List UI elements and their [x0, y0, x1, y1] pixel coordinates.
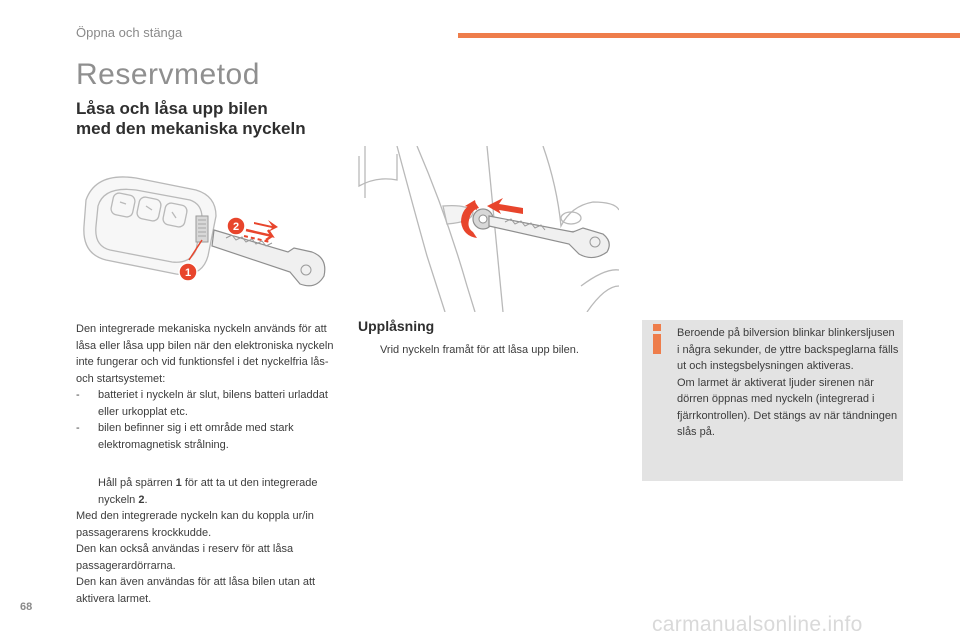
section-title: Öppna och stänga: [76, 25, 183, 40]
unlock-step: [358, 342, 628, 359]
instruction-block: [76, 475, 338, 607]
header-accent-bar: [458, 33, 960, 38]
intro-bullet: - bilen befinner sig i ett område med stark elektromagnetisk strålning.: [76, 420, 338, 453]
callout-1: 1: [184, 267, 192, 279]
callout-2: 2: [232, 221, 240, 233]
unlock-step-list: [358, 342, 628, 359]
instruction-line: Den kan även användas för att låsa bilen utan att aktivera larmet.: [76, 576, 316, 605]
info-text: [677, 325, 899, 441]
key-fob-illustration: [76, 160, 336, 300]
instruction-step-list: [76, 475, 338, 508]
instruction-line: Med den integrerade nyckeln kan du koppla ur/in passagerarens krockkudde.: [76, 510, 314, 539]
subtitle-line-2: med den mekaniska nyckeln: [76, 119, 306, 138]
step-ref-2: 2: [138, 493, 145, 506]
step-text-prefix: Håll på spärren: [98, 477, 176, 489]
intro-block: [76, 321, 338, 453]
page-subtitle: [76, 99, 376, 139]
info-icon: [650, 324, 664, 354]
intro-bullet-list: [76, 387, 338, 453]
door-lock-illustration: [357, 146, 619, 312]
instruction-step: [76, 475, 338, 508]
unlock-block: [358, 342, 628, 359]
intro-paragraph: Den integrerade mekaniska nyckeln används för att låsa eller låsa upp bilen när den elektroniska nyckeln inte fungerar och vid funktionsfel i det nyckelfria lås- och startsystemet:: [76, 323, 334, 385]
watermark: carmanualsonline.info: [652, 613, 863, 636]
subtitle-line-1: Låsa och låsa upp bilen: [76, 99, 268, 118]
instruction-line: Den kan också användas i reserv för att låsa passagerardörrarna.: [76, 543, 294, 572]
intro-bullet: - batteriet i nyckeln är slut, bilens batteri urladdat eller urkopplat etc.: [76, 387, 338, 420]
step-text-middle: för att ta ut den integrerade nyckeln: [98, 477, 318, 506]
unlock-heading: Upplåsning: [358, 318, 435, 334]
info-line: Om larmet är aktiverat ljuder sirenen när dörren öppnas med nyckeln (integrerad i fjärrkontrollen). Det stängs av när tändningen slås på.: [677, 376, 898, 438]
step-ref-1: 1: [175, 477, 182, 489]
step-text-suffix: .: [144, 493, 148, 506]
page-title: Reservmetod: [76, 58, 260, 91]
info-line: Beroende på bilversion blinkar blinkersljusen i några sekunder, de yttre backspeglarna fälls ut och instegsbelysningen aktiveras.: [677, 327, 899, 372]
unlock-step-text: Vrid nyckeln framåt för att låsa upp bilen.: [380, 344, 579, 356]
page-number: 68: [20, 601, 33, 613]
